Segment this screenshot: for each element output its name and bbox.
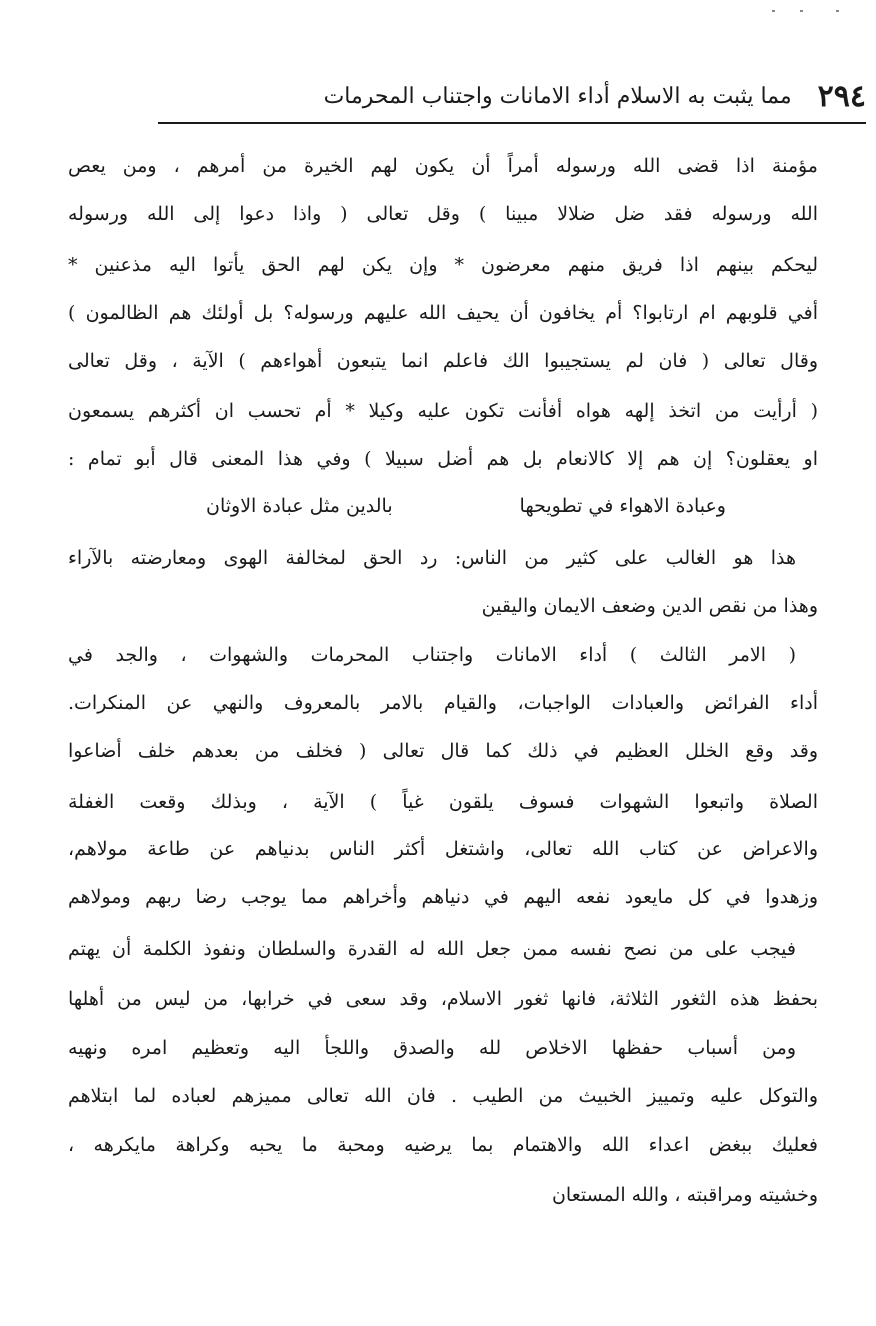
text-line: ( الامر الثالث ) أداء الامانات واجتناب المحرمات والشهوات ، والجد في bbox=[68, 644, 796, 666]
text-line: او يعقلون؟ إن هم إلا كالانعام بل هم أضل سبيلا ) وفي هذا المعنى قال أبو تمام : bbox=[68, 448, 818, 470]
poem-first-hemistich: وعبادة الاهواء في تطويحها bbox=[519, 495, 726, 517]
text-line: ليحكم بينهم اذا فريق منهم معرضون * وإن يكن لهم الحق يأتوا اليه مذعنين * bbox=[68, 254, 818, 276]
text-line: أداء الفرائض والعبادات الواجبات، والقيام بالامر بالمعروف والنهي عن المنكرات. bbox=[68, 692, 818, 714]
text-line: الله ورسوله فقد ضل ضلالا مبينا ) وقل تعالى ( واذا دعوا إلى الله ورسوله bbox=[68, 203, 818, 225]
text-line: والتوكل عليه وتمييز الخبيث من الطيب . فان الله تعالى مميزهم لعباده لما ابتلاهم bbox=[68, 1085, 818, 1107]
text-line: والاعراض عن كتاب الله تعالى، واشتغل أكثر الناس بدنياهم عن طاعة مولاهم، bbox=[68, 838, 818, 860]
text-line: ومن أسباب حفظها الاخلاص لله والصدق واللجأ اليه وتعظيم امره ونهيه bbox=[68, 1037, 796, 1059]
poem-second-hemistich: بالدين مثل عبادة الاوثان bbox=[206, 495, 393, 517]
text-line: الصلاة واتبعوا الشهوات فسوف يلقون غياً ) الآية ، وبذلك وقعت الغفلة bbox=[68, 791, 818, 813]
text-line: مؤمنة اذا قضى الله ورسوله أمراً أن يكون لهم الخيرة من أمرهم ، ومن يعص bbox=[68, 155, 818, 177]
scan-speck bbox=[836, 10, 839, 12]
text-line: وقال تعالى ( فان لم يستجيبوا الك فاعلم انما يتبعون أهواءهم ) الآية ، وقل تعالى bbox=[68, 350, 818, 372]
text-line: بحفظ هذه الثغور الثلاثة، فانها ثغور الاسلام، وقد سعى في خرابها، من ليس من أهلها bbox=[68, 988, 818, 1010]
text-line: وخشيته ومراقبته ، والله المستعان bbox=[551, 1184, 818, 1206]
text-line: هذا هو الغالب على كثير من الناس: رد الحق لمخالفة الهوى ومعارضته بالآراء bbox=[68, 547, 796, 569]
scan-speck bbox=[800, 10, 803, 12]
text-line: وزهدوا في كل مايعود نفعه اليهم في دنياهم وأخراهم مما يوجب رضا ربهم ومولاهم bbox=[68, 886, 818, 908]
text-line: فيجب على من نصح نفسه ممن جعل الله له القدرة والسلطان ونفوذ الكلمة أن يهتم bbox=[68, 938, 796, 960]
text-line: فعليك ببغض اعداء الله والاهتمام بما يرضيه ومحبة ما يحبه وكراهة مايكرهه ، bbox=[68, 1134, 818, 1156]
text-line: أفي قلوبهم ام ارتابوا؟ أم يخافون أن يحيف الله عليهم ورسوله؟ بل أولئك هم الظالمون ) bbox=[68, 302, 818, 324]
text-line: وهذا من نقص الدين وضعف الايمان واليقين bbox=[481, 595, 818, 617]
page-number: ٢٩٤ bbox=[817, 79, 866, 114]
running-title: مما يثبت به الاسلام أداء الامانات واجتناب المحرمات bbox=[323, 84, 792, 109]
scan-speck bbox=[772, 10, 775, 12]
text-line: وقد وقع الخلل العظيم في ذلك كما قال تعالى ( فخلف من بعدهم خلف أضاعوا bbox=[68, 740, 818, 762]
text-line: ( أرأيت من اتخذ إلهه هواه أفأنت تكون عليه وكيلا * أم تحسب ان أكثرهم يسمعون bbox=[68, 400, 818, 422]
poem-verse bbox=[206, 486, 726, 526]
